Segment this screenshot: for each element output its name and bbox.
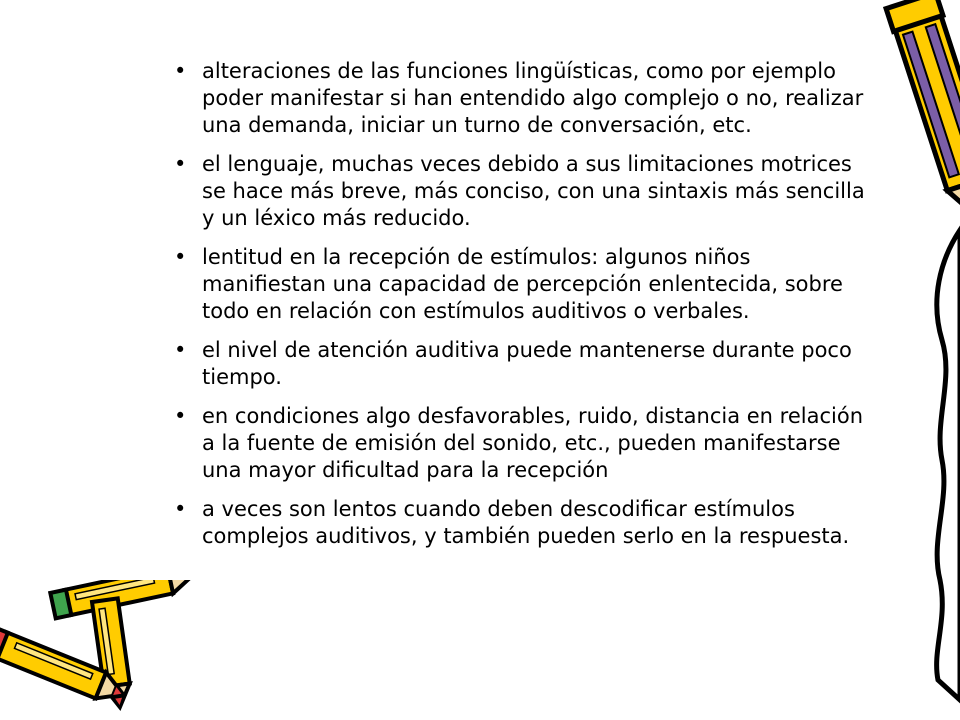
bullet-item <box>174 58 874 139</box>
bullet-text: el lenguaje, muchas veces debido a sus limitaciones motrices se hace más breve, más conciso, con una sintaxis más sencilla y un léxico más reducido. <box>202 152 865 230</box>
bullet-list <box>174 58 874 562</box>
bullet-item <box>174 244 874 325</box>
bullet-glyph: • <box>174 59 187 83</box>
bullet-text: en condiciones algo desfavorables, ruido, distancia en relación a la fuente de emisión del sonido, etc., pueden manifestarse una mayor dificultad para la recepción <box>202 404 863 482</box>
bullet-text: el nivel de atención auditiva puede mantenerse durante poco tiempo. <box>202 338 852 389</box>
bullet-text: alteraciones de las funciones lingüísticas, como por ejemplo poder manifestar si han entendido algo complejo o no, realizar una demanda, iniciar un turno de conversación, etc. <box>202 59 864 137</box>
pencil-icon <box>810 0 960 720</box>
bullet-glyph: • <box>174 497 187 521</box>
bullet-text: lentitud en la recepción de estímulos: algunos niños manifiestan una capacidad de percepción enlentecida, sobre todo en relación con estímulos auditivos o verbales. <box>202 245 843 323</box>
bullet-glyph: • <box>174 338 187 362</box>
bullet-text: a veces son lentos cuando deben descodificar estímulos complejos auditivos, y también pueden serlo en la respuesta. <box>202 497 850 548</box>
bullet-item <box>174 337 874 391</box>
bullet-glyph: • <box>174 152 187 176</box>
crossed-pencils-icon <box>0 580 200 720</box>
bullet-item <box>174 151 874 232</box>
bullet-item <box>174 403 874 484</box>
bullet-item <box>174 496 874 550</box>
bullet-glyph: • <box>174 404 187 428</box>
bullet-glyph: • <box>174 245 187 269</box>
